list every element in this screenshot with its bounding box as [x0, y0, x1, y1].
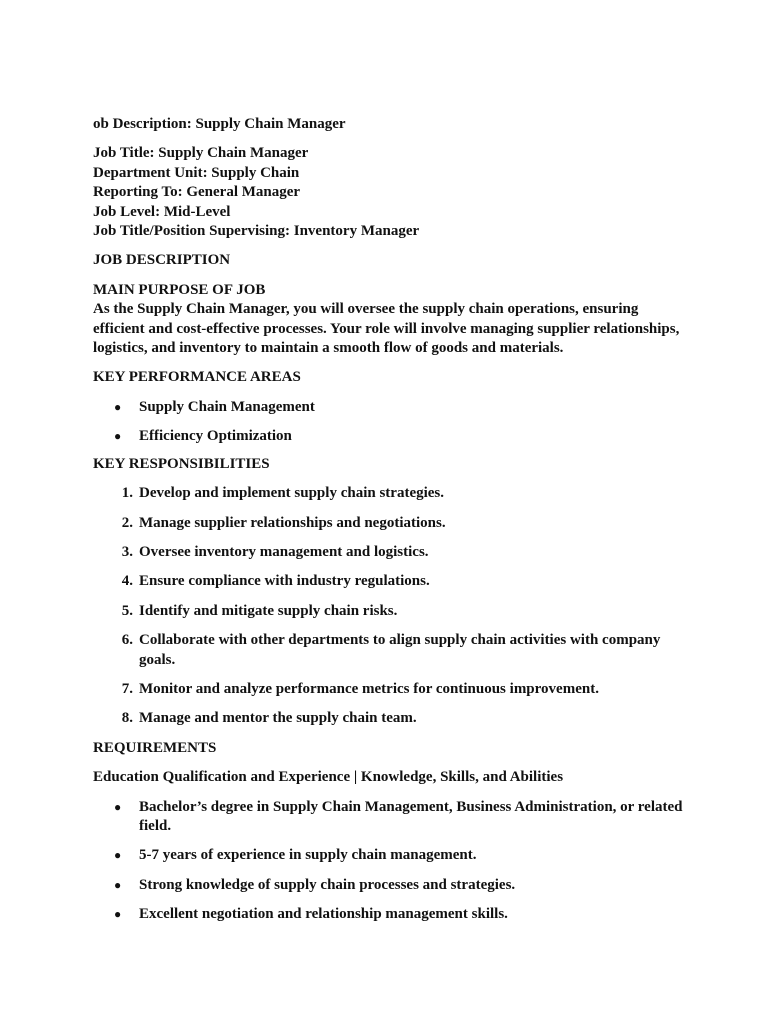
list-item: 8. Manage and mentor the supply chain team.	[93, 709, 693, 728]
list-number: 5.	[121, 602, 133, 619]
department-line: Department Unit: Supply Chain	[93, 164, 300, 181]
list-item: ● Strong knowledge of supply chain processes and strategies.	[93, 876, 693, 895]
responsibilities-list	[93, 484, 693, 729]
list-item: 3. Oversee inventory management and logistics.	[93, 543, 693, 562]
list-item: 4. Ensure compliance with industry regulations.	[93, 572, 693, 591]
list-number: 4.	[121, 573, 133, 590]
list-item: 1. Develop and implement supply chain strategies.	[93, 484, 693, 503]
bullet-icon: ●	[114, 429, 122, 444]
bullet-icon: ●	[114, 799, 122, 814]
section-heading-responsibilities: KEY RESPONSIBILITIES	[93, 455, 270, 472]
list-number: 1.	[121, 485, 133, 502]
section-heading-requirements: REQUIREMENTS	[93, 739, 217, 756]
section-heading-main-purpose: MAIN PURPOSE OF JOB	[93, 281, 266, 298]
kpa-list	[93, 398, 693, 447]
bullet-icon: ●	[114, 877, 122, 892]
list-item: ● 5-7 years of experience in supply chain management.	[93, 846, 693, 865]
list-item: ● Efficiency Optimization	[93, 427, 693, 446]
list-item: 5. Identify and mitigate supply chain risks.	[93, 602, 693, 621]
reporting-line: Reporting To: General Manager	[93, 184, 301, 201]
section-heading-job-description: JOB DESCRIPTION	[93, 252, 231, 269]
job-title-line: Job Title: Supply Chain Manager	[93, 145, 309, 162]
job-info-block	[93, 144, 693, 241]
list-number: 6.	[121, 632, 133, 649]
list-item: 6. Collaborate with other departments to align supply chain activities with company goals.	[93, 631, 693, 670]
list-item: 7. Monitor and analyze performance metrics for continuous improvement.	[93, 680, 693, 699]
list-item: ● Bachelor’s degree in Supply Chain Management, Business Administration, or related field.	[114, 798, 683, 834]
requirements-list	[93, 798, 693, 925]
document-title: ob Description: Supply Chain Manager	[93, 116, 346, 132]
list-number: 7.	[121, 680, 133, 697]
list-number: 2.	[121, 514, 133, 531]
bullet-icon: ●	[114, 907, 122, 922]
bullet-icon: ●	[114, 848, 122, 863]
list-item: 2. Manage supplier relationships and negotiations.	[93, 514, 693, 533]
job-level-line: Job Level: Mid-Level	[93, 203, 231, 220]
list-number: 8.	[121, 710, 133, 727]
list-number: 3.	[121, 543, 133, 560]
main-purpose-paragraph: As the Supply Chain Manager, you will oversee the supply chain operations, ensuring efficient and cost-effective processes. Your role will involve managing supplier relationships, logistics, and inventory to maintain a smooth flow of goods and materials.	[93, 301, 680, 357]
section-heading-kpa: KEY PERFORMANCE AREAS	[93, 369, 301, 386]
supervising-line: Job Title/Position Supervising: Inventory Manager	[93, 223, 420, 240]
list-item: ● Supply Chain Management	[93, 398, 693, 417]
list-item: ● Excellent negotiation and relationship management skills.	[93, 905, 693, 924]
bullet-icon: ●	[114, 399, 122, 414]
document-body	[93, 115, 693, 925]
requirements-subheading: Education Qualification and Experience | Knowledge, Skills, and Abilities	[93, 769, 564, 786]
